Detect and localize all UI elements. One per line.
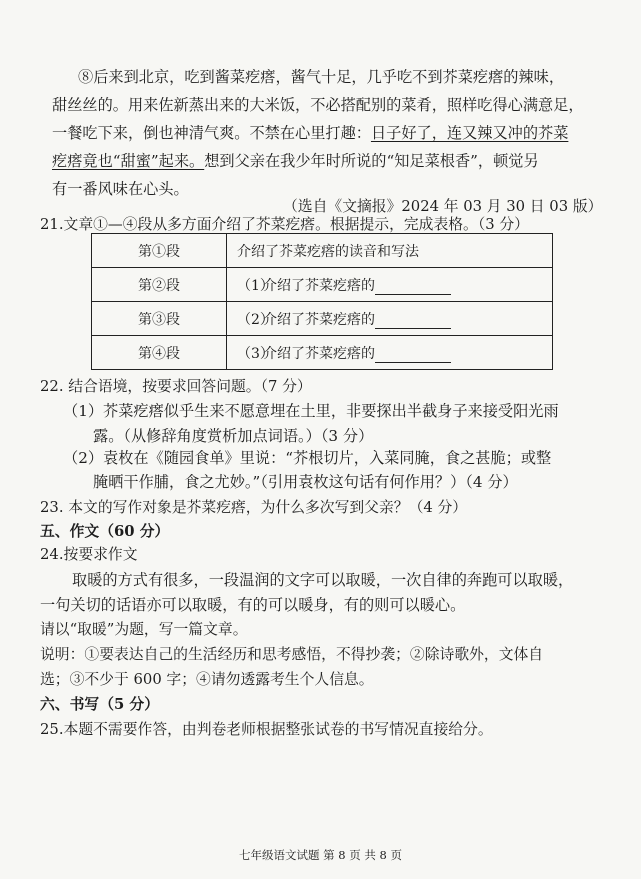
passage-line: 有一番风味在心头。 — [52, 180, 189, 198]
answer-blank[interactable] — [375, 314, 451, 329]
essay-notes: 说明：①要表达自己的生活经历和思考感悟，不得抄袭；②除诗歌外，文体自 — [40, 646, 544, 663]
source-citation: （选自《文摘报》2024 年 03 月 30 日 03 版） — [283, 198, 603, 215]
question-24-title: 24.按要求作文 — [40, 546, 138, 563]
essay-prompt: 取暖的方式有很多，一段温润的文字可以取暖，一次自律的奔跑可以取暖， — [72, 571, 574, 589]
passage-text: 想到父亲在我少年时所说的“知足菜根香”，顿觉另 — [204, 152, 539, 170]
content-cell: （1）介绍了芥菜疙瘩的 — [227, 268, 553, 302]
question-23: 23. 本文的写作对象是芥菜疙瘩，为什么多次写到父亲？（4 分） — [40, 499, 468, 516]
section-composition-heading: 五、作文（60 分） — [40, 523, 170, 540]
table-row — [92, 336, 553, 370]
paragraph-cell: 第③段 — [92, 302, 227, 336]
section-handwriting-heading: 六、书写（5 分） — [40, 696, 160, 713]
question-25: 25.本题不需要作答，由判卷老师根据整张试卷的书写情况直接给分。 — [40, 721, 493, 738]
page-footer: 七年级语文试题 第 8 页 共 8 页 — [238, 848, 403, 862]
question-22-stem: 22. 结合语境，按要求回答问题。（7 分） — [40, 378, 312, 395]
paragraph-cell: 第②段 — [92, 268, 227, 302]
passage-line — [52, 150, 539, 171]
question-22-1-cont: 露。（从修辞角度赏析加点词语。）（3 分） — [93, 427, 374, 445]
question-21-stem: 21.文章①—④段从多方面介绍了芥菜疙瘩。根据提示，完成表格。（3 分） — [40, 216, 529, 233]
passage-line: ⑧后来到北京，吃到酱菜疙瘩，酱气十足，几乎吃不到芥菜疙瘩的辣味， — [78, 68, 564, 86]
content-cell: 介绍了芥菜疙瘩的读音和写法 — [227, 234, 553, 268]
answer-blank[interactable] — [375, 280, 451, 295]
answer-blank[interactable] — [375, 348, 451, 363]
underlined-sentence: 疙瘩竟也“甜蜜”起来。 — [52, 152, 205, 170]
passage-line — [52, 122, 568, 143]
passage-text: 一餐吃下来，倒也神清气爽。不禁在心里打趣： — [52, 124, 371, 142]
passage-line: 甜丝丝的。用来佐新蒸出来的大米饭，不必搭配别的菜肴，照样吃得心满意足， — [52, 96, 584, 114]
table-row — [92, 234, 553, 268]
paragraph-cell: 第④段 — [92, 336, 227, 370]
content-cell: （3）介绍了芥菜疙瘩的 — [227, 336, 553, 370]
essay-task: 请以“取暖”为题，写一篇文章。 — [40, 621, 248, 638]
question-22-2-cont: 腌晒干作脯，食之尤妙。”（引用袁枚这句话有何作用？）（4 分） — [93, 473, 518, 491]
content-cell: （2）介绍了芥菜疙瘩的 — [227, 302, 553, 336]
answer-table — [91, 233, 553, 370]
paragraph-cell: 第①段 — [92, 234, 227, 268]
table-row — [92, 268, 553, 302]
essay-notes: 选；③不少于 600 字；④请勿透露考生个人信息。 — [40, 671, 374, 688]
question-22-2: （2）袁枚在《随园食单》里说：“芥根切片，入菜同腌，食之甚脆；或整 — [63, 449, 552, 467]
underlined-sentence: 日子好了，连又辣又冲的芥菜 — [370, 124, 569, 142]
question-22-1: （1）芥菜疙瘩似乎生来不愿意埋在土里，非要探出半截身子来接受阳光雨 — [63, 402, 559, 420]
essay-prompt: 一句关切的话语亦可以取暖，有的可以暖身，有的则可以暖心。 — [40, 596, 466, 614]
table-row — [92, 302, 553, 336]
